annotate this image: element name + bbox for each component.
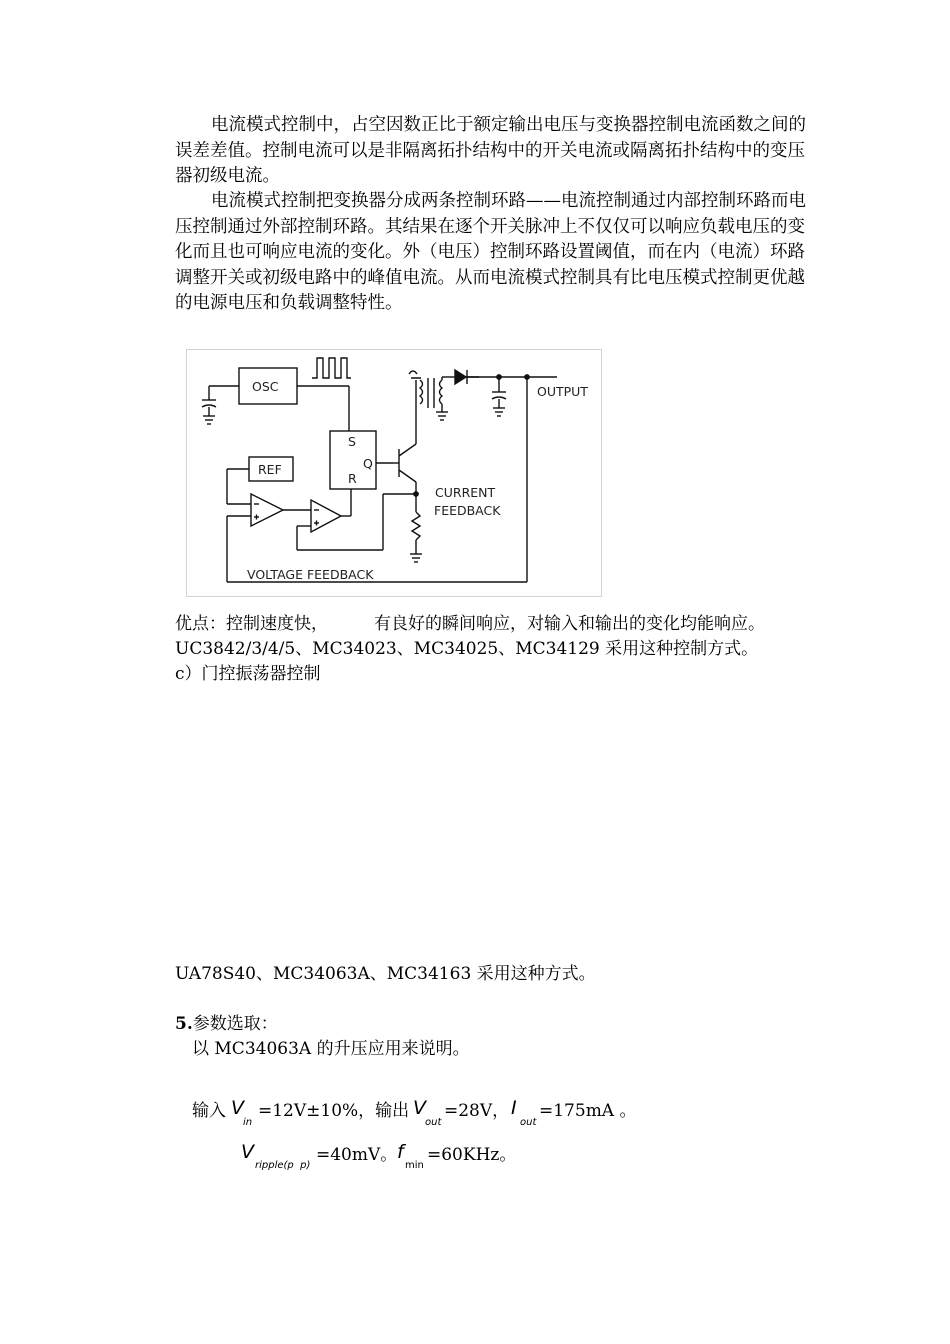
current-label: CURRENT	[435, 485, 496, 500]
chips-gated-oscillator: UA78S40、MC34063A、MC34163 采用这种方式。	[175, 964, 596, 984]
ref-label: REF	[258, 462, 282, 477]
iout-subscript: out	[520, 1117, 537, 1128]
fmin-subscript: min	[405, 1160, 424, 1171]
fmin-symbol: f	[397, 1141, 404, 1163]
section-5-number: 5.	[175, 1014, 193, 1034]
advantages-text: 有良好的瞬间响应，对输入和输出的变化均能响应。	[374, 614, 765, 634]
vin-value: =12V±10%，输出	[258, 1101, 410, 1121]
vripple-subscript: ripple(p p)	[255, 1160, 311, 1171]
input-label: 输入	[192, 1101, 226, 1121]
osc-label: OSC	[252, 379, 279, 394]
r-label: R	[348, 471, 357, 486]
advantages-line	[175, 612, 765, 636]
advantages-label: 优点：控制速度快，	[175, 614, 328, 634]
vin-subscript: in	[243, 1117, 253, 1128]
example-intro: 以 MC34063A 的升压应用来说明。	[192, 1039, 470, 1059]
vripple-value: =40mV。	[316, 1145, 398, 1165]
vout-value: =28V，	[444, 1101, 510, 1121]
vout-symbol: V	[413, 1097, 426, 1119]
iout-value: =175mA 。	[539, 1101, 637, 1121]
voltage-feedback-label: VOLTAGE FEEDBACK	[247, 567, 374, 582]
fmin-value: =60KHz。	[427, 1145, 517, 1165]
chips-current-mode: UC3842/3/4/5、MC34023、MC34025、MC34129 采用这种控制方式。	[175, 639, 759, 659]
section-c-heading: c）门控振荡器控制	[175, 664, 321, 684]
paragraph-current-mode-intro: 电流模式控制中，占空因数正比于额定输出电压与变换器控制电流函数之间的误差差值。控制电流可以是非隔离拓扑结构中的开关电流或隔离拓扑结构中的变压器初级电流。	[175, 115, 806, 186]
iout-symbol: I	[511, 1097, 517, 1119]
section-5-heading	[175, 1012, 278, 1036]
vripple-symbol: V	[241, 1141, 254, 1163]
current-mode-control-diagram	[186, 349, 602, 597]
feedback-label: FEEDBACK	[434, 503, 501, 518]
s-label: S	[348, 434, 356, 449]
paragraph-current-mode-loops: 电流模式控制把变换器分成两条控制环路——电流控制通过内部控制环路而电压控制通过外部控制环路。其结果在逐个开关脉冲上不仅仅可以响应负载电压的变化而且也可响应电流的变化。外（电压）控制环路设置阈值，而在内（电流）环路调整开关或初级电路中的峰值电流。从而电流模式控制具有比电压模式控制更优越的电源电压和负载调整特性。	[175, 191, 806, 313]
vin-symbol: V	[231, 1097, 244, 1119]
section-5-title: 参数选取：	[192, 1014, 278, 1034]
q-label: Q	[363, 456, 373, 471]
vout-subscript: out	[425, 1117, 442, 1128]
output-label: OUTPUT	[537, 384, 588, 399]
